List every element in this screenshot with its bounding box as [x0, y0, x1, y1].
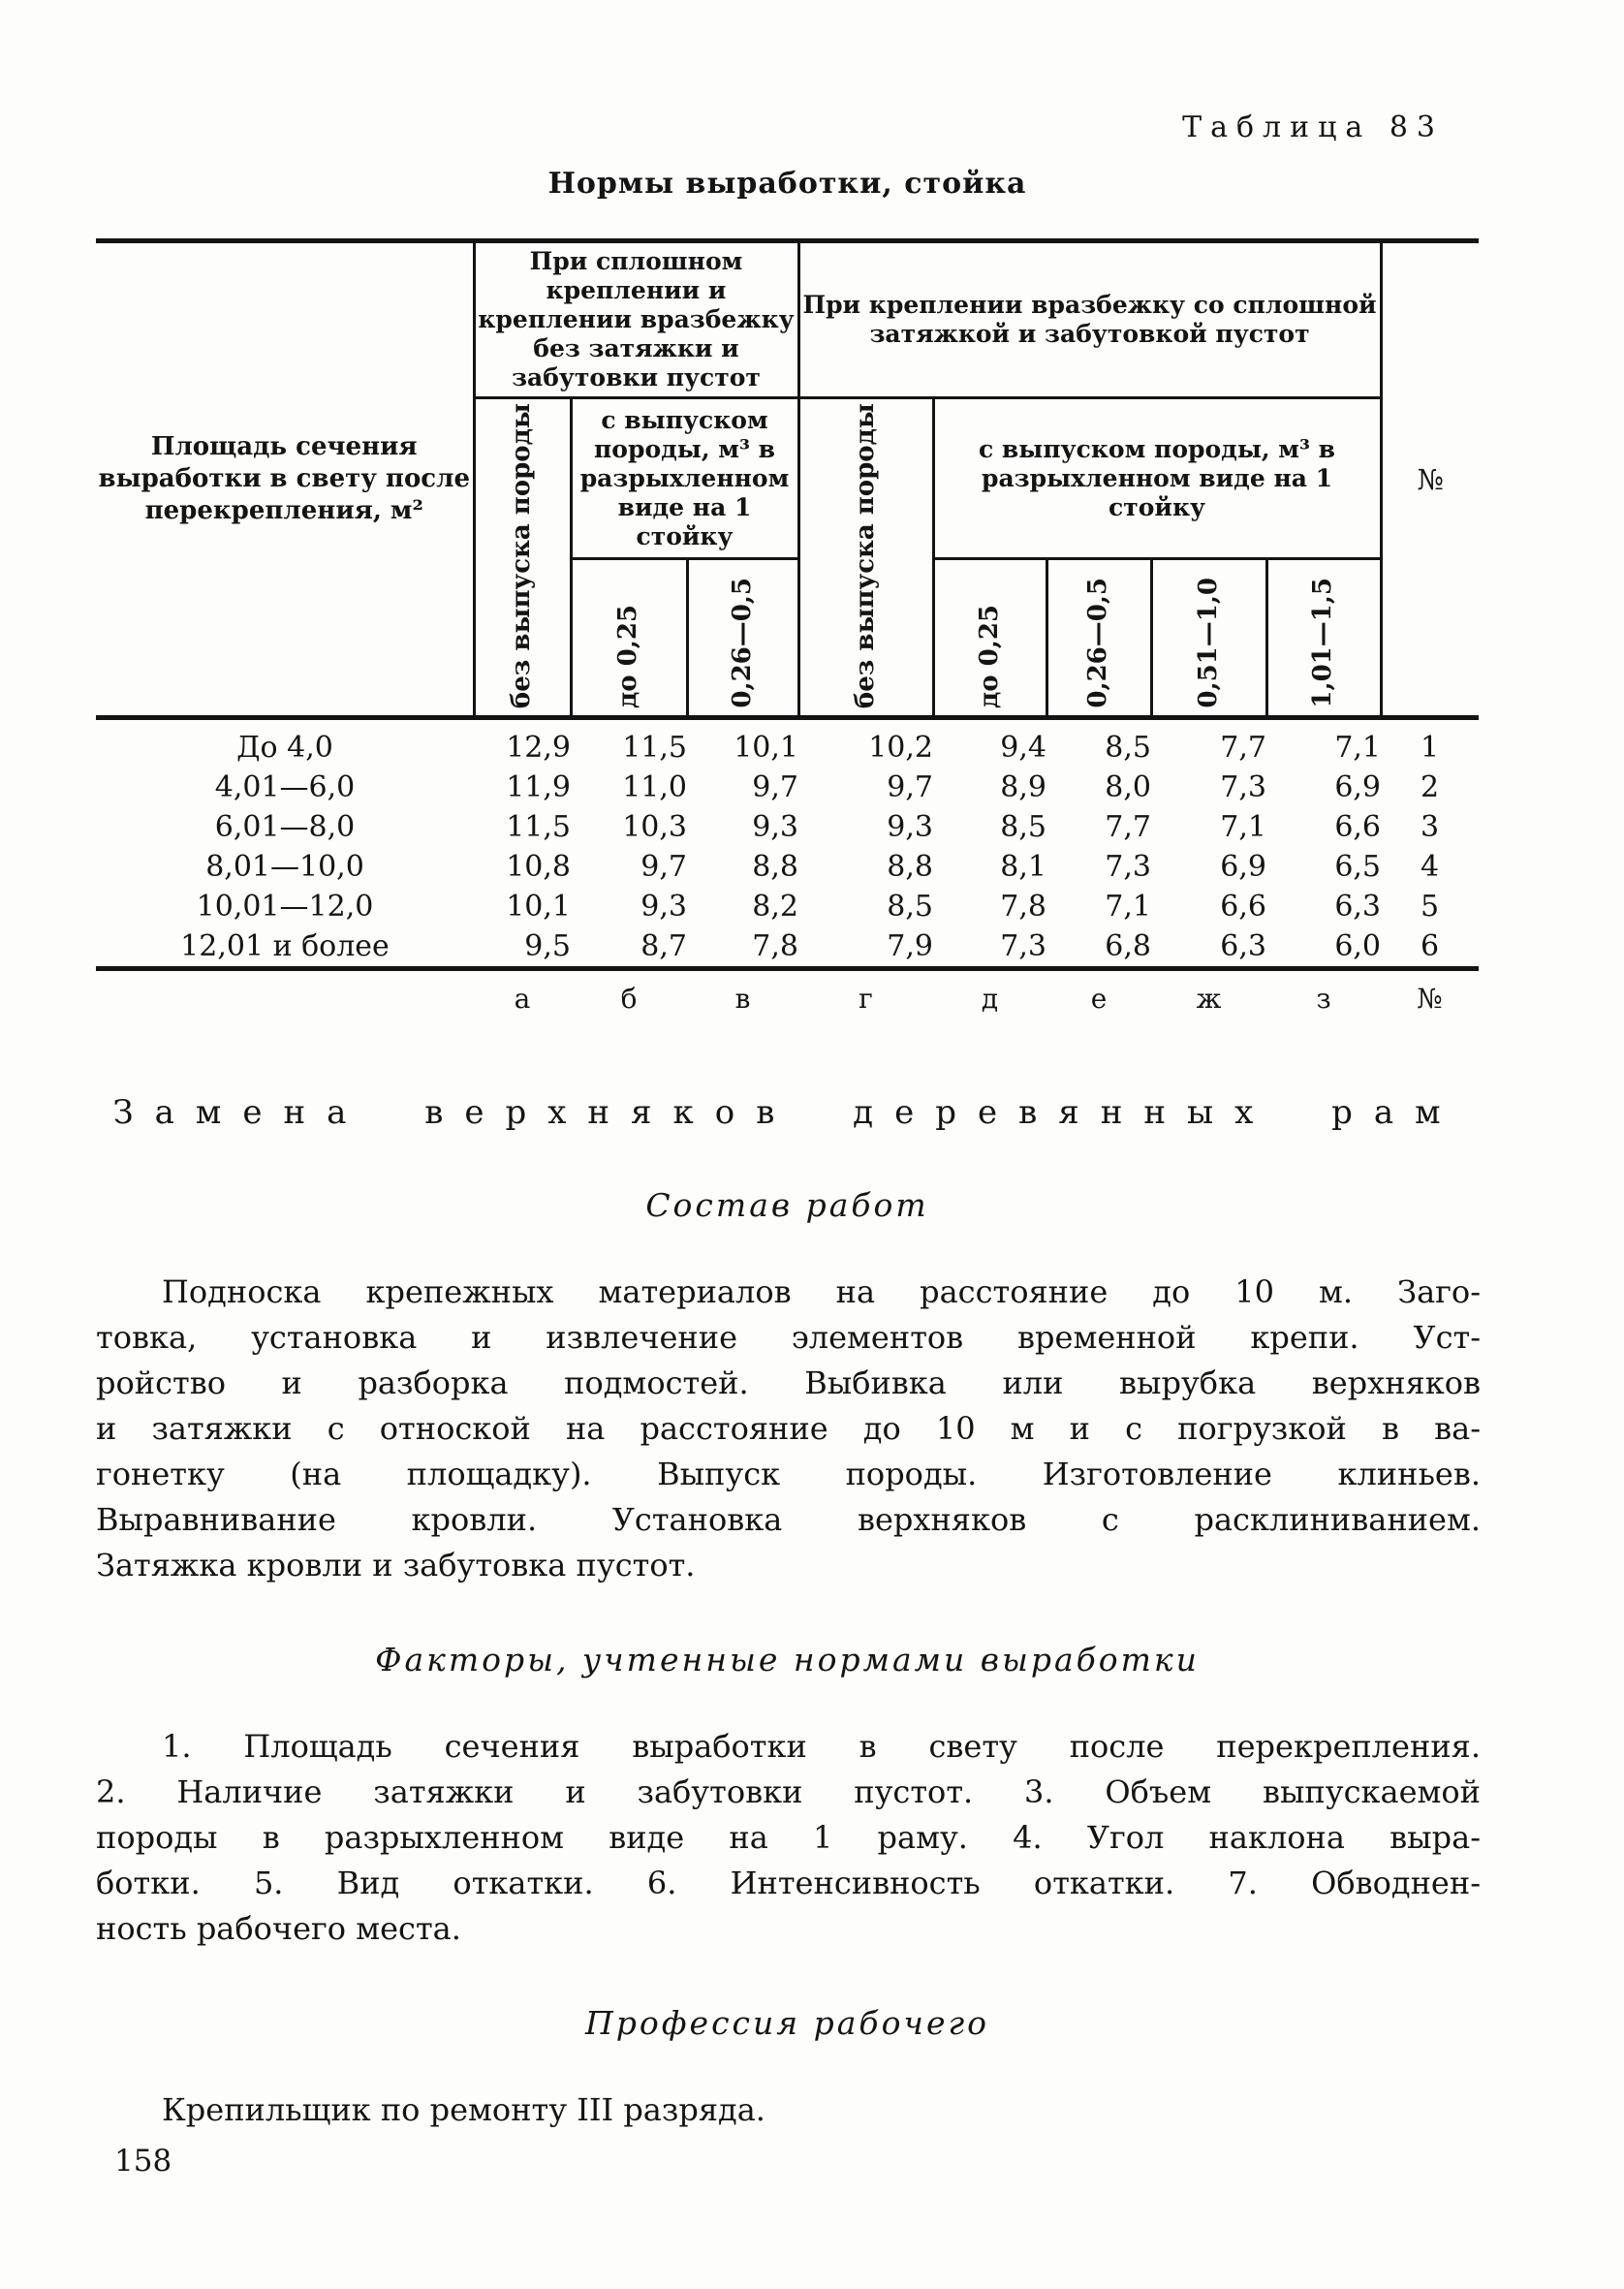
value-cell: 8,1	[1000, 850, 1047, 884]
range-cell	[1046, 559, 1151, 718]
group2-with-release-cell: с выпуском породы, м³ в разрыхленном виде на 1 стойку	[933, 398, 1381, 559]
column-key-row	[96, 969, 1479, 1026]
value-cell: 7,8	[752, 929, 799, 963]
value-cell: 9,5	[524, 929, 571, 963]
value-cell: 10,1	[506, 890, 571, 924]
table-row	[96, 847, 1479, 887]
paragraph-profession	[96, 2087, 1481, 2133]
value-cell: 6,3	[1220, 929, 1267, 963]
text-line: Подноска крепежных материалов на расстояние до 10 м. Заго-	[162, 1273, 1481, 1310]
value-cell: 6,5	[1334, 850, 1382, 884]
text-line: ройство и разборка подмостей. Выбивка или вырубка верхняков	[96, 1364, 1481, 1401]
column-key-cell: б	[620, 982, 638, 1015]
value-cell: 7,1	[1105, 890, 1152, 924]
table-row	[96, 768, 1479, 807]
table-caption: Таблица 83	[1182, 110, 1444, 144]
row-label-cell: 10,01—12,0	[196, 890, 374, 924]
vertical-label: 1,01—1,5	[1308, 578, 1338, 708]
group1-no-release-cell	[474, 398, 571, 718]
value-cell: 11,5	[506, 810, 571, 844]
row-label-cell: 8,01—10,0	[205, 850, 364, 884]
table-row	[96, 718, 1479, 768]
value-cell: 9,3	[640, 890, 687, 924]
section-heading: Замена верхняков деревянных рам	[112, 1093, 1462, 1132]
column-key-cell: ж	[1196, 982, 1222, 1015]
value-cell: 6,8	[1105, 929, 1152, 963]
value-cell: 8,7	[640, 929, 687, 963]
value-cell: 8,0	[1105, 770, 1152, 804]
column-key-cell: а	[514, 982, 531, 1015]
vertical-label: до 0,25	[974, 604, 1004, 708]
group2-header-cell: При креплении вразбежку со сплошной затяжкой и забутовкой пустот	[798, 241, 1381, 398]
value-cell: 7,8	[1000, 890, 1047, 924]
value-cell: 8,5	[1000, 810, 1047, 844]
subsection-heading-factors: Факторы, учтенные нормами выработки	[375, 1641, 1200, 1678]
table-title: Нормы выработки, стойка	[547, 167, 1027, 201]
range-cell	[933, 559, 1046, 718]
row-number-cell: 3	[1420, 810, 1440, 844]
value-cell: 9,3	[752, 810, 799, 844]
value-cell: 8,8	[887, 850, 934, 884]
value-cell: 7,1	[1334, 731, 1382, 765]
vertical-label: 0,26—0,5	[727, 578, 757, 708]
text-line: ность рабочего места.	[96, 1910, 461, 1947]
range-cell	[571, 559, 687, 718]
value-cell: 8,5	[887, 890, 934, 924]
value-cell: 8,9	[1000, 770, 1047, 804]
table-header	[96, 241, 1479, 718]
text-line: гонетку (на площадку). Выпуск породы. Изготовление клиньев.	[96, 1456, 1481, 1492]
text-line: породы в разрыхленном виде на 1 раму. 4. Угол наклона выра-	[96, 1819, 1481, 1856]
vertical-label: 0,51—1,0	[1193, 578, 1223, 708]
column-key-cell: №	[1417, 982, 1443, 1015]
text-line: Выравнивание кровли. Установка верхняков с расклиниванием.	[96, 1501, 1481, 1538]
value-cell: 9,3	[887, 810, 934, 844]
value-cell: 6,9	[1334, 770, 1382, 804]
row-number-cell: 1	[1420, 731, 1440, 765]
vertical-label: 0,26—0,5	[1083, 578, 1113, 708]
column-key-cell: е	[1090, 982, 1108, 1015]
value-cell: 7,7	[1105, 810, 1152, 844]
value-cell: 6,0	[1334, 929, 1382, 963]
value-cell: 9,4	[1000, 731, 1047, 765]
text-line: 2. Наличие затяжки и забутовки пустот. 3. Объем выпускаемой	[96, 1773, 1481, 1810]
value-cell: 12,9	[506, 731, 571, 765]
value-cell: 11,5	[622, 731, 687, 765]
vertical-label: без выпуска породы	[507, 402, 537, 708]
value-cell: 7,7	[1220, 731, 1267, 765]
table-body	[96, 718, 1479, 969]
value-cell: 10,3	[622, 810, 687, 844]
column-key-cell: г	[859, 982, 873, 1015]
group2-no-release-cell	[798, 398, 933, 718]
text-line: 1. Площадь сечения выработки в свету после перекрепления.	[162, 1728, 1481, 1765]
row-label-cell: До 4,0	[236, 731, 333, 765]
value-cell: 6,6	[1334, 810, 1382, 844]
value-cell: 11,0	[622, 770, 687, 804]
value-cell: 8,5	[1105, 731, 1152, 765]
range-cell	[1151, 559, 1266, 718]
value-cell: 10,8	[506, 850, 571, 884]
paragraph-works	[96, 1270, 1481, 1588]
value-cell: 6,9	[1220, 850, 1267, 884]
row-number-cell: 5	[1420, 890, 1440, 924]
value-cell: 7,3	[1000, 929, 1047, 963]
text-line: товка, установка и извлечение элементов временной крепи. Уст-	[96, 1319, 1481, 1356]
value-cell: 6,3	[1334, 890, 1382, 924]
table-row	[96, 969, 1479, 1026]
value-cell: 8,8	[752, 850, 799, 884]
table-row	[96, 926, 1479, 969]
value-cell: 8,2	[752, 890, 799, 924]
paragraph-factors	[96, 1724, 1481, 1952]
subsection-heading-profession: Профессия рабочего	[584, 2004, 990, 2042]
norms-table	[96, 238, 1479, 1025]
value-cell: 7,3	[1105, 850, 1152, 884]
vertical-label: без выпуска породы	[850, 402, 880, 708]
vertical-label: до 0,25	[613, 604, 643, 708]
value-cell: 7,9	[887, 929, 934, 963]
subsection-heading-works: Состав работ	[645, 1186, 929, 1224]
row-label-cell: 12,01 и более	[180, 929, 390, 963]
column-key-cell	[96, 969, 474, 1026]
row-label-cell: 6,01—8,0	[214, 810, 356, 844]
number-header-cell: №	[1417, 462, 1444, 496]
column-key-cell: з	[1316, 982, 1331, 1015]
header-row-groups	[96, 241, 1479, 398]
group1-with-release-cell: с выпуском породы, м³ в разрыхленном виде на 1 стойку	[571, 398, 798, 559]
text-line: ботки. 5. Вид откатки. 6. Интенсивность откатки. 7. Обводнен-	[96, 1865, 1481, 1901]
row-number-cell: 6	[1420, 929, 1440, 963]
value-cell: 9,7	[752, 770, 799, 804]
column-key-cell: в	[734, 982, 751, 1015]
table-row	[96, 887, 1479, 926]
value-cell: 9,7	[640, 850, 687, 884]
range-cell	[1266, 559, 1381, 718]
value-cell: 10,2	[868, 731, 934, 765]
text-line: Крепильщик по ремонту III разряда.	[162, 2091, 765, 2128]
group1-header-cell: При сплошном креплении и креплении вразбежку без затяжки и забутовки пустот	[474, 241, 798, 398]
text-line: и затяжки с отноской на расстояние до 10 м и с погрузкой в ва-	[96, 1410, 1481, 1447]
value-cell: 11,9	[506, 770, 571, 804]
value-cell: 7,1	[1220, 810, 1267, 844]
range-cell	[687, 559, 798, 718]
row-number-cell: 4	[1420, 850, 1440, 884]
row-number-cell: 2	[1420, 770, 1440, 804]
value-cell: 6,6	[1220, 890, 1267, 924]
table-row	[96, 807, 1479, 847]
column-key-cell: д	[981, 982, 999, 1015]
stub-header-cell: Площадь сечения выработки в свету после перекрепления, м²	[96, 241, 474, 718]
text-line: Затяжка кровли и забутовка пустот.	[96, 1547, 696, 1583]
page-number: 158	[114, 2144, 172, 2179]
value-cell: 9,7	[887, 770, 934, 804]
value-cell: 7,3	[1220, 770, 1267, 804]
value-cell: 10,1	[734, 731, 799, 765]
row-label-cell: 4,01—6,0	[214, 770, 356, 804]
